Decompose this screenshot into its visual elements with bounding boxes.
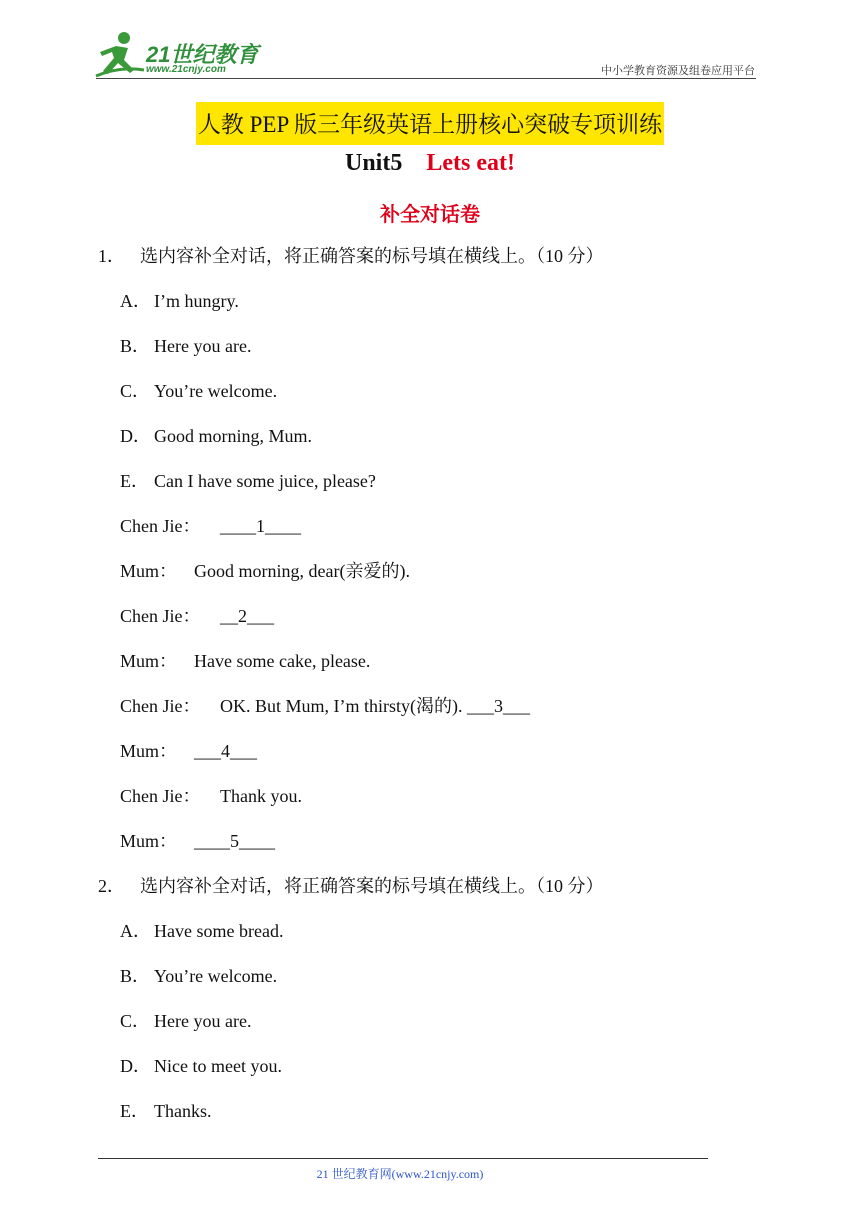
speaker-label: Chen Jie：	[120, 786, 201, 806]
dialogue-line	[120, 830, 275, 852]
page-footer: 21 世纪教育网(www.21cnjy.com)	[316, 1167, 484, 1181]
dialogue-text: ____5____	[194, 831, 275, 851]
q1-option-a	[120, 290, 239, 312]
option-key: E．	[120, 1101, 149, 1121]
unit-label: Unit5	[345, 150, 403, 176]
option-text: Here you are.	[154, 336, 252, 356]
q1-option-c	[120, 380, 277, 402]
dialogue-line	[120, 515, 301, 537]
unit-title: Lets eat!	[426, 150, 515, 176]
option-key: A．	[120, 921, 151, 941]
option-text: Thanks.	[154, 1101, 212, 1121]
option-text: I’m hungry.	[154, 291, 239, 311]
question-2-instruction	[98, 875, 604, 897]
dialogue-line	[120, 740, 257, 762]
page-header	[0, 0, 860, 90]
speaker-label: Mum：	[120, 831, 178, 851]
option-text: Nice to meet you.	[154, 1056, 282, 1076]
question-number: 1．	[98, 246, 125, 266]
option-text: Here you are.	[154, 1011, 252, 1031]
dialogue-line	[120, 695, 530, 717]
dialogue-text: Good morning, dear(亲爱的).	[194, 561, 410, 581]
question-number: 2．	[98, 876, 125, 896]
option-key: A．	[120, 291, 151, 311]
dialogue-text: ____1____	[220, 516, 301, 536]
unit-heading	[0, 150, 860, 177]
site-logo	[94, 30, 264, 80]
dialogue-text: Have some cake, please.	[194, 651, 371, 671]
dialogue-text: __2___	[220, 606, 274, 626]
option-key: B．	[120, 966, 151, 986]
q1-option-e	[120, 470, 376, 492]
dialogue-line	[120, 650, 370, 672]
dialogue-text: ___4___	[194, 741, 257, 761]
speaker-label: Chen Jie：	[120, 516, 201, 536]
option-text: You’re welcome.	[154, 966, 278, 986]
option-key: D．	[120, 1056, 151, 1076]
option-key: E．	[120, 471, 149, 491]
runner-logo-icon	[94, 30, 146, 78]
speaker-label: Chen Jie：	[120, 696, 201, 716]
dialogue-line	[120, 785, 302, 807]
dialogue-text: Thank you.	[220, 786, 302, 806]
q2-option-a	[120, 920, 283, 942]
q2-option-e	[120, 1100, 212, 1122]
header-platform-text: 中小学教育资源及组卷应用平台	[601, 64, 755, 77]
q2-option-c	[120, 1010, 251, 1032]
logo-wordmark: 21世纪教育	[146, 42, 259, 67]
speaker-label: Mum：	[120, 741, 178, 761]
option-text: Can I have some juice, please?	[154, 471, 376, 491]
question-text: 选内容补全对话，将正确答案的标号填在横线上。（10 分）	[140, 876, 604, 896]
page-title: 人教 PEP 版三年级英语上册核心突破专项训练	[196, 102, 664, 145]
q1-option-d	[120, 425, 312, 447]
speaker-label: Mum：	[120, 651, 178, 671]
speaker-label: Chen Jie：	[120, 606, 201, 626]
option-key: C．	[120, 381, 151, 401]
question-1-instruction	[98, 245, 604, 267]
question-text: 选内容补全对话，将正确答案的标号填在横线上。（10 分）	[140, 246, 604, 266]
header-divider	[96, 78, 756, 79]
logo-url: www.21cnjy.com	[146, 64, 226, 75]
option-key: B．	[120, 336, 151, 356]
option-text: You’re welcome.	[154, 381, 278, 401]
option-text: Have some bread.	[154, 921, 284, 941]
q2-option-b	[120, 965, 277, 987]
speaker-label: Mum：	[120, 561, 178, 581]
dialogue-text: OK. But Mum, I’m thirsty(渴的). ___3___	[220, 696, 530, 716]
footer-divider	[98, 1158, 708, 1159]
worksheet-subtitle: 补全对话卷	[380, 202, 480, 226]
dialogue-line	[120, 560, 410, 582]
option-key: D．	[120, 426, 151, 446]
q1-option-b	[120, 335, 251, 357]
dialogue-line	[120, 605, 274, 627]
q2-option-d	[120, 1055, 282, 1077]
option-key: C．	[120, 1011, 151, 1031]
option-text: Good morning, Mum.	[154, 426, 313, 446]
